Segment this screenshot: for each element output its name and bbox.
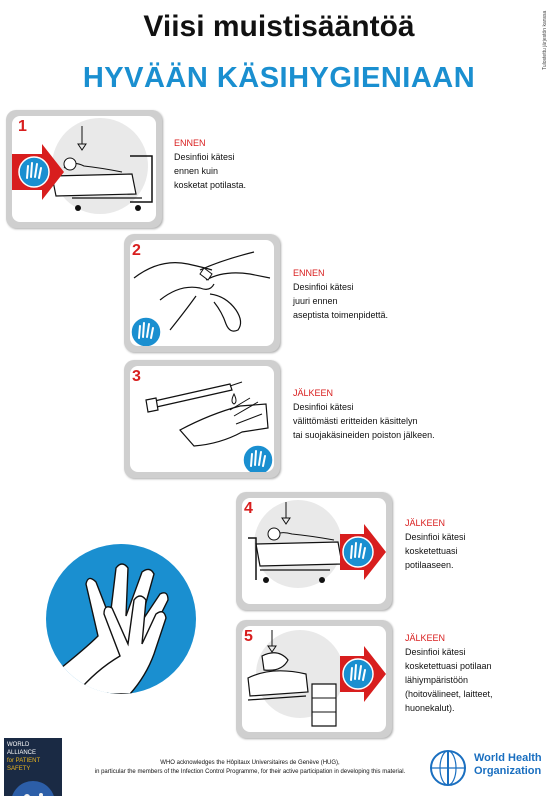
alliance-line: for PATIENT SAFETY — [7, 758, 41, 772]
step-line: Desinfioi kätesi — [174, 152, 235, 162]
step-line: kosketat potilasta. — [174, 180, 247, 190]
hands-icon — [46, 544, 196, 694]
hand-rub-icon — [130, 366, 274, 472]
side-note: Tulostettu järjestön kanssa — [542, 10, 548, 70]
step-line: Desinfioi kätesi — [293, 402, 354, 412]
step-label: ENNEN — [293, 268, 325, 278]
globe-icon — [7, 773, 59, 796]
step-number: 2 — [132, 242, 141, 259]
step-line: Desinfioi kätesi — [405, 532, 466, 542]
step-label: JÄLKEEN — [405, 518, 446, 528]
step-line: tai suojakäsineiden poiston jälkeen. — [293, 430, 435, 440]
step-5-card — [236, 620, 392, 738]
ack-line: WHO acknowledges the Hôpitaux Universitaires de Genève (HUG), — [160, 760, 340, 766]
step-1-card — [6, 110, 162, 228]
step-number: 5 — [244, 628, 253, 645]
who-line: World Health — [474, 752, 542, 764]
world-alliance-logo — [4, 738, 62, 796]
step-line: Desinfioi kätesi — [293, 282, 354, 292]
step-2-card — [124, 234, 280, 352]
step-number: 3 — [132, 368, 141, 385]
who-logo — [428, 748, 554, 788]
who-line: Organization — [474, 765, 542, 777]
step-number: 4 — [244, 500, 253, 517]
page-subtitle: HYVÄÄN KÄSIHYGIENIAAN — [82, 62, 476, 94]
hand-rub-illustration — [46, 544, 196, 694]
alliance-line: WORLD ALLIANCE — [7, 742, 37, 756]
who-emblem-icon — [428, 748, 470, 788]
step-label: ENNEN — [174, 138, 206, 148]
step-line: potilaaseen. — [405, 560, 454, 570]
step-line: ennen kuin — [174, 166, 219, 176]
red-arrow-icon — [242, 498, 386, 604]
who-name — [474, 752, 542, 778]
step-line: aseptista toimenpidettä. — [293, 310, 389, 320]
step-1-caption — [174, 136, 246, 192]
step-4-card — [236, 492, 392, 610]
step-line: kosketettuasi — [405, 546, 458, 556]
step-line: (hoitovälineet, laitteet, — [405, 689, 493, 699]
step-line: kosketettuasi potilaan — [405, 661, 492, 671]
ack-line: in particular the members of the Infection Control Programme, for their active participation in developing this material. — [94, 769, 406, 775]
step-label: JÄLKEEN — [405, 633, 446, 643]
step-5-caption — [405, 631, 493, 715]
red-arrow-icon — [12, 116, 156, 222]
step-line: lähiympäristöön — [405, 675, 469, 685]
step-4-caption — [405, 516, 466, 572]
step-3-card — [124, 360, 280, 478]
step-number: 1 — [18, 118, 27, 135]
step-2-caption — [293, 266, 388, 322]
step-line: Desinfioi kätesi — [405, 647, 466, 657]
step-line: välittömästi eritteiden käsittelyn — [293, 416, 418, 426]
hand-rub-icon — [130, 240, 274, 346]
step-line: juuri ennen — [293, 296, 338, 306]
step-label: JÄLKEEN — [293, 388, 334, 398]
page-title: Viisi muistisääntöä — [143, 10, 415, 43]
red-arrow-icon — [242, 626, 386, 732]
step-line: huonekalut). — [405, 703, 455, 713]
acknowledgement — [70, 759, 430, 777]
step-3-caption — [293, 386, 435, 442]
